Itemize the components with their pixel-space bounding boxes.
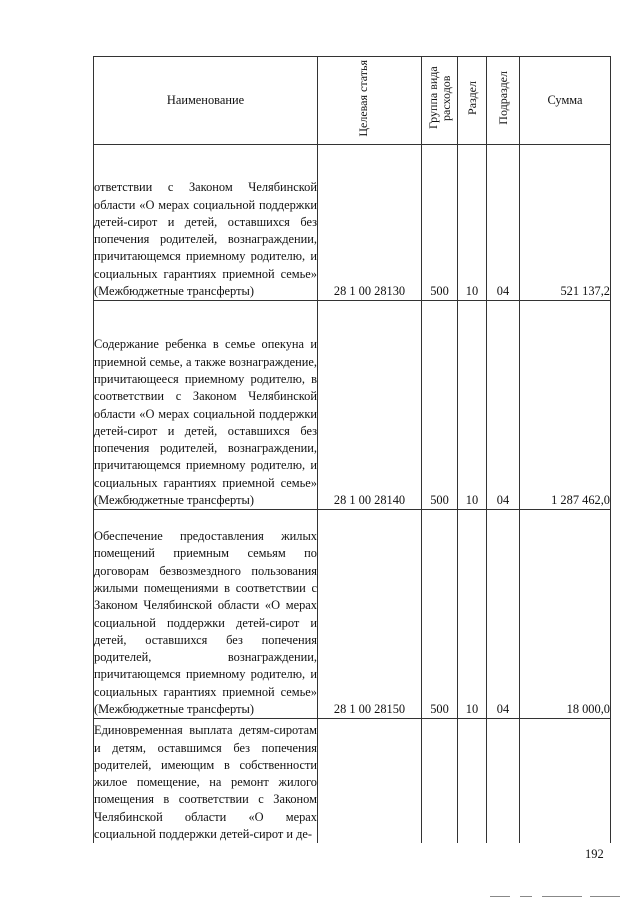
- header-subsection: Подраздел: [487, 57, 520, 145]
- row-sum: 521 137,2: [520, 145, 611, 301]
- row-target: 28 1 00 28130: [318, 145, 422, 301]
- row-section: 10: [458, 510, 487, 719]
- row-section: [458, 719, 487, 844]
- row-subsection: 04: [487, 145, 520, 301]
- header-section: Раздел: [458, 57, 487, 145]
- row-target: 28 1 00 28140: [318, 301, 422, 510]
- header-target: Целевая статья: [318, 57, 422, 145]
- row-sum: [520, 719, 611, 844]
- row-description: Единовременная выплата детям-сиротам и детям, оставшимся без попечения родителей, имеющим в собственности жилое помещение, на ремонт жилого помещения в соответствии с Законом Челябинской области «О мерах социальной поддержки детей-сирот и де-: [94, 719, 318, 844]
- scan-edge-marks: [490, 896, 640, 899]
- row-section: 10: [458, 301, 487, 510]
- header-name: Наименование: [94, 57, 318, 145]
- table-row: [94, 145, 611, 301]
- row-description: Содержание ребенка в семье опекуна и приемной семье, а также вознаграждение, причитающееся приемному родителю, в соответствии с Законом Челябинской области «О мерах социальной поддержки детей-сирот и детей, оставшихся без попечения родителей, вознаграждении, причитающемся приемному родителю, и социальных гарантиях приемной семье» (Межбюджетные трансферты): [94, 301, 318, 510]
- row-group: 500: [422, 510, 458, 719]
- row-description: ответствии с Законом Челябинской области «О мерах социальной поддержки детей-сирот и детей, оставшихся без попечения родителей, вознаграждении, причитающемся приемному родителю, и социальных гарантиях приемной семье» (Межбюджетные трансферты): [94, 145, 318, 301]
- row-target: [318, 719, 422, 844]
- table-row: [94, 510, 611, 719]
- row-section: 10: [458, 145, 487, 301]
- budget-table: [93, 56, 611, 843]
- table-row: [94, 301, 611, 510]
- row-sum: 18 000,0: [520, 510, 611, 719]
- table-header-row: [94, 57, 611, 145]
- row-group: 500: [422, 145, 458, 301]
- row-group: [422, 719, 458, 844]
- row-target: 28 1 00 28150: [318, 510, 422, 719]
- header-sum: Сумма: [520, 57, 611, 145]
- row-group: 500: [422, 301, 458, 510]
- row-subsection: 04: [487, 301, 520, 510]
- table-row: [94, 719, 611, 844]
- header-group: Группа вида расходов: [422, 57, 458, 145]
- row-subsection: [487, 719, 520, 844]
- row-sum: 1 287 462,0: [520, 301, 611, 510]
- page-number: 192: [585, 847, 604, 861]
- row-subsection: 04: [487, 510, 520, 719]
- row-description: Обеспечение предоставления жилых помещений приемным семьям по договорам безвозмездного пользования жилыми помещениями в соответствии с Законом Челябинской области «О мерах социальной поддержки детей-сирот и детей, оставшихся без попечения родителей, вознаграждении, причитающемся приемному родителю, и социальных гарантиях приемной семье» (Межбюджетные трансферты): [94, 510, 318, 719]
